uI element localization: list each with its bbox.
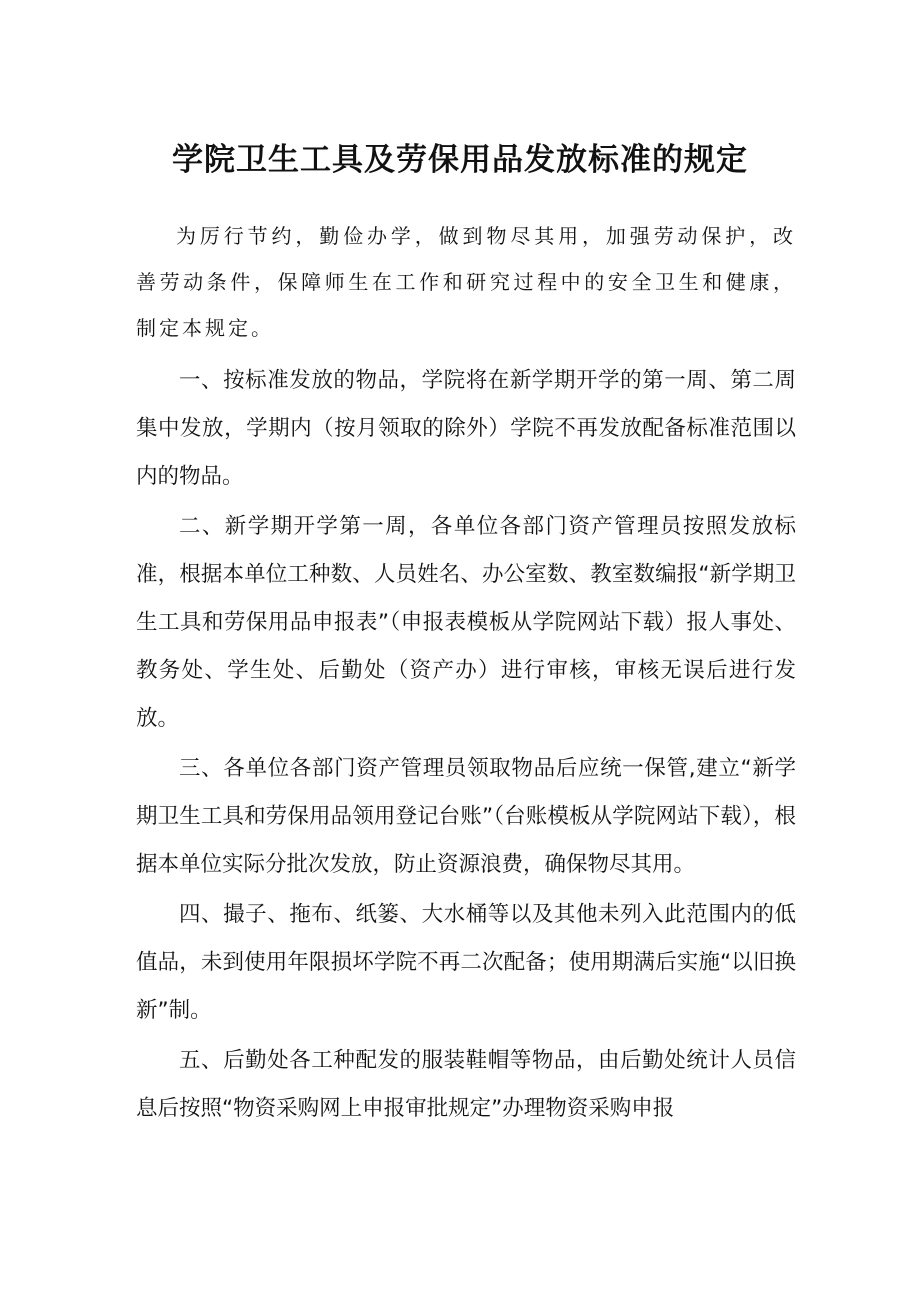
document-title: 学院卫生工具及劳保用品发放标准的规定	[172, 142, 748, 178]
clause-paragraph-2: 二、新学期开学第一周，各单位各部门资产管理员按照发放标准，根据本单位工种数、人员姓名、办公室数、教室数编报“新学期卫生工具和劳保用品申报表”（申报表模板从学院网站下载）报人事处、教务处、学生处、后勤处（资产办）进行审核，审核无误后进行发放。	[136, 514, 796, 731]
clause-paragraph-5: 五、后勤处各工种配发的服装鞋帽等物品，由后勤处统计人员信息后按照“物资采购网上申报审批规定”办理物资采购申报	[136, 1048, 796, 1121]
document-body	[136, 213, 796, 1135]
clause-paragraph-4: 四、撮子、拖布、纸篓、大水桶等以及其他未列入此范围内的低值品，未到使用年限损坏学院不再二次配备；使用期满后实施“以旧换新”制。	[136, 902, 796, 1023]
clause-paragraph-1: 一、按标准发放的物品，学院将在新学期开学的第一周、第二周集中发放，学期内（按月领取的除外）学院不再发放配备标准范围以内的物品。	[136, 368, 796, 489]
clause-paragraph-3: 三、各单位各部门资产管理员领取物品后应统一保管,建立“新学期卫生工具和劳保用品领用登记台账”（台账模板从学院网站下载），根据本单位实际分批次发放，防止资源浪费，确保物尽其用。	[136, 756, 796, 877]
intro-paragraph: 为厉行节约，勤俭办学，做到物尽其用，加强劳动保护，改善劳动条件，保障师生在工作和研究过程中的安全卫生和健康，制定本规定。	[136, 224, 796, 340]
